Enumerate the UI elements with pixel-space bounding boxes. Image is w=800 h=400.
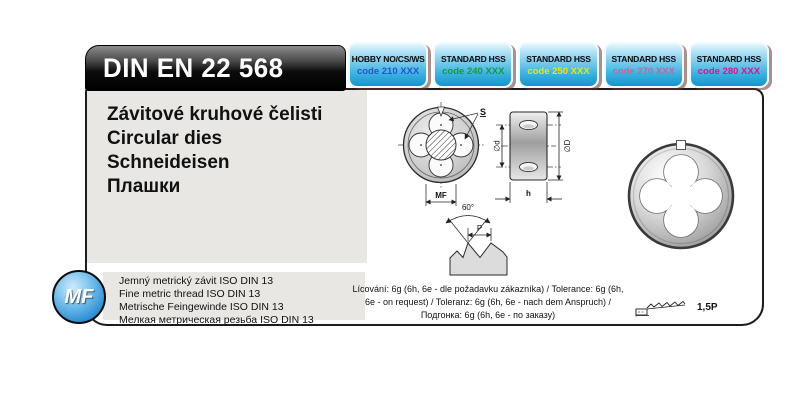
badge-name: STANDARD HSS	[696, 53, 762, 64]
thread-desc-cs: Jemný metrický závit ISO DIN 13	[119, 275, 274, 287]
badge-code: code 270 XXX	[612, 65, 675, 77]
thread-desc-ru: Мелкая метрическая резьба ISO DIN 13	[119, 314, 314, 327]
product-badge-hobby	[348, 42, 428, 88]
die-front-view	[398, 102, 486, 206]
product-badge-standard-270	[604, 42, 684, 88]
product-title-ru: Плашки	[107, 175, 181, 197]
badge-name: STANDARD HSS	[611, 53, 676, 64]
product-badges-row	[348, 42, 769, 88]
product-badge-standard-280	[689, 42, 769, 88]
product-title-de: Schneideisen	[107, 151, 230, 173]
badge-name: STANDARD HSS	[526, 53, 591, 64]
thread-type-descriptions	[103, 272, 365, 327]
product-title-en: Circular dies	[107, 127, 223, 149]
tolerance-note: Lícování: 6g (6h, 6e - dle požadavku zákazníka) / Tolerance: 6g (6h, 6e - on request) / Toleranz: 6g (6h, 6e - nach dem Anspruch) / Подгонка: 6g (6h, 6e - по заказу)	[352, 284, 624, 320]
badge-name: HOBBY NO/CS/WS	[351, 53, 425, 64]
label-height: h	[526, 189, 531, 198]
badge-name: STANDARD HSS	[441, 53, 506, 64]
chamfer-pitch-label: 1,5P	[697, 302, 718, 313]
standard-number: DIN EN 22 568	[103, 52, 284, 83]
product-badge-standard-240	[433, 42, 513, 88]
label-thread-size: MF	[435, 191, 447, 200]
standard-number-header	[85, 45, 346, 91]
thread-desc-de: Metrische Feingewinde ISO DIN 13	[119, 301, 284, 314]
label-screw-holes: S	[480, 107, 487, 117]
die-side-view	[493, 112, 573, 203]
technical-drawing	[368, 94, 603, 289]
badge-code: code 250 XXX	[527, 65, 590, 77]
badge-code: code 280 XXX	[697, 65, 761, 77]
chamfer-length-icon	[633, 299, 691, 317]
label-bore-diameter: ∅d	[492, 140, 502, 152]
thread-desc-en: Fine metric thread ISO DIN 13	[119, 288, 261, 301]
badge-code: code 240 XXX	[442, 65, 505, 77]
product-badge-standard-250	[518, 42, 598, 88]
product-title-block	[87, 90, 367, 263]
badge-code: code 210 XXX	[356, 65, 420, 77]
label-outer-diameter: ∅D	[563, 139, 572, 153]
product-title-cs: Závitové kruhové čelisti	[107, 104, 323, 125]
thread-profile-view	[446, 203, 507, 275]
die-product-photo	[620, 135, 742, 257]
thread-type-symbol: MF	[64, 285, 94, 308]
label-thread-angle: 60°	[461, 203, 475, 212]
label-pitch: P	[476, 224, 483, 233]
thread-type-badge	[52, 270, 106, 324]
die-top-notch	[677, 141, 686, 150]
